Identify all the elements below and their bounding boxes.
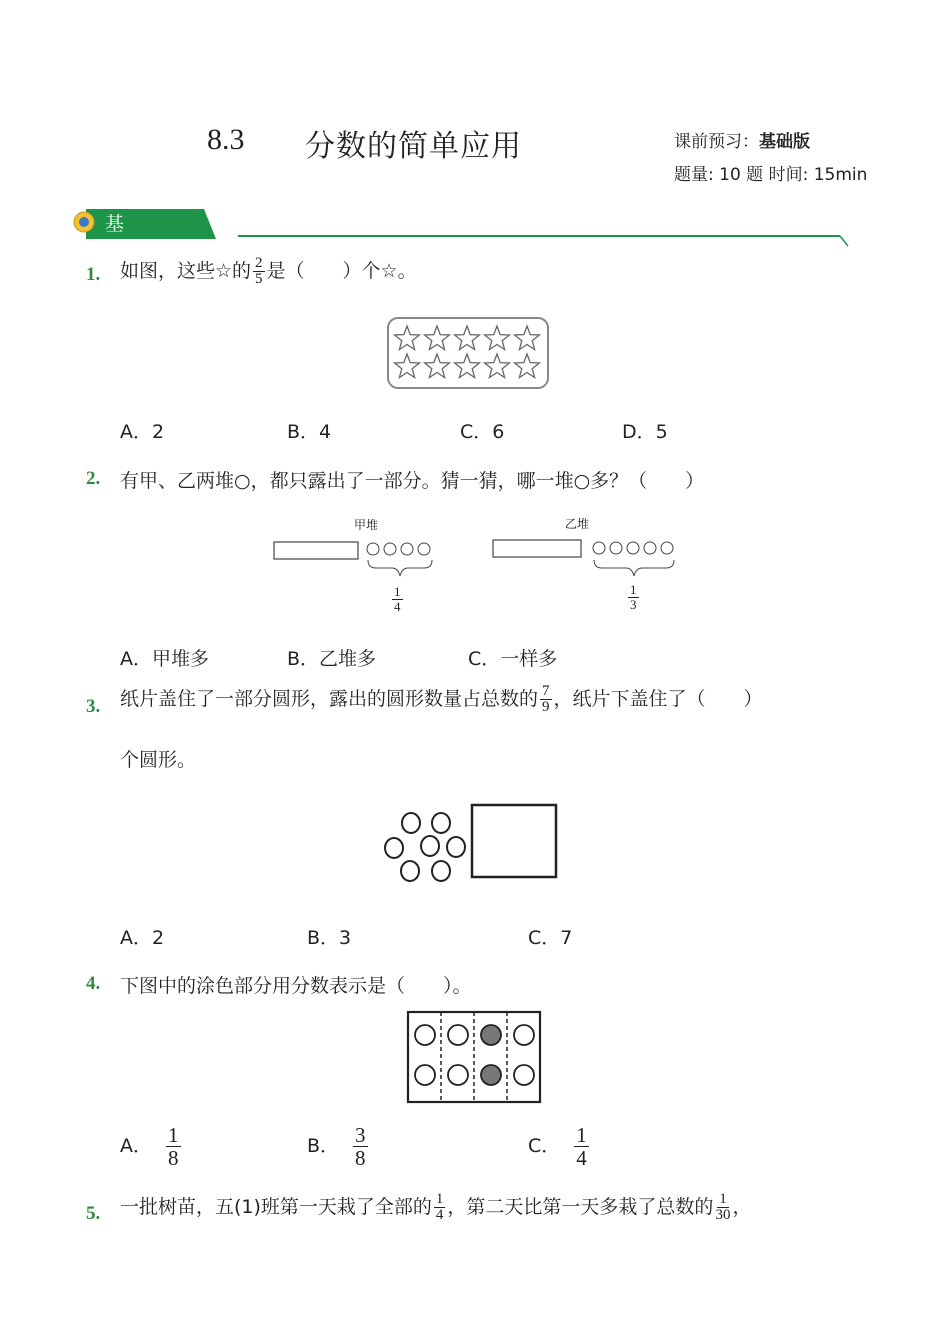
q5-frac1-num: 1 [435, 1191, 444, 1207]
q2-option-b[interactable]: B．乙堆多 [287, 648, 377, 670]
q4-option-a[interactable] [120, 1124, 183, 1169]
q4-number: 4. [86, 973, 101, 994]
q1-option-d[interactable]: D．5 [622, 421, 668, 443]
q3-option-c[interactable]: C．7 [528, 927, 573, 949]
star-icon [395, 326, 420, 350]
q5-fraction-2 [715, 1192, 730, 1223]
q1-fraction [253, 256, 265, 287]
q2-frac-b-den: 3 [630, 597, 637, 612]
q3-option-a[interactable]: A．2 [120, 927, 165, 949]
q4-a-num: 1 [168, 1123, 179, 1147]
q4-text: 下图中的涂色部分用分数表示是（ ）。 [120, 975, 472, 997]
page-title: 分数的简单应用 [305, 129, 522, 164]
q5-frac2-den: 30 [715, 1207, 731, 1223]
q5-text [120, 1192, 751, 1223]
q3-text-after: ，纸片下盖住了（ ） [553, 688, 763, 710]
q1-option-b[interactable]: B．4 [287, 421, 332, 443]
q4-option-a-fraction [166, 1124, 181, 1169]
q2-number: 2. [86, 468, 101, 489]
star-icon [455, 326, 480, 350]
q4-option-b-fraction [353, 1124, 368, 1169]
section-title: 基础达标 [105, 213, 125, 325]
q4-option-c-fraction [574, 1124, 589, 1169]
q4-option-c-label: C． [528, 1135, 561, 1157]
q1-text-after: 是（ ）个☆。 [266, 260, 417, 282]
q2-figure-graphic [268, 512, 688, 627]
q4-b-num: 3 [355, 1123, 366, 1147]
q5-number: 5. [86, 1203, 101, 1224]
q3-text-line2: 个圆形。 [120, 749, 197, 771]
q1-text [120, 256, 417, 287]
q4-c-num: 1 [576, 1123, 587, 1147]
star-icon [455, 354, 480, 378]
star-icon [425, 354, 450, 378]
meta-prefix: 课前预习： [674, 132, 759, 152]
q2-option-a[interactable]: A．甲堆多 [120, 648, 209, 670]
q3-frac-den: 9 [542, 699, 550, 715]
q1-frac-den: 5 [255, 271, 263, 287]
q2-label-jia: 甲堆 [354, 518, 379, 532]
star-icon [515, 326, 540, 350]
q3-frac-num: 7 [542, 683, 550, 699]
q4-a-den: 8 [168, 1146, 179, 1170]
q5-text-mid: ，第二天比第一天多栽了总数的 [447, 1196, 714, 1218]
lesson-number: 8.3 [207, 123, 245, 156]
q2-figure [268, 512, 688, 627]
q4-option-b[interactable] [307, 1124, 370, 1169]
q4-option-c[interactable] [528, 1124, 591, 1169]
q2-frac-b-num: 1 [630, 582, 637, 597]
star-icon [485, 354, 510, 378]
q2-label-yi: 乙堆 [565, 517, 590, 531]
q4-option-a-label: A． [120, 1135, 152, 1157]
q5-frac1-den: 4 [435, 1207, 444, 1223]
q3-text-before: 纸片盖住了一部分圆形，露出的圆形数量占总数的 [120, 688, 539, 710]
meta-edition: 基础版 [759, 132, 810, 152]
meta-line-2: 题量: 10 题 时间: 15min [674, 165, 868, 185]
q1-option-c[interactable]: C．6 [460, 421, 505, 443]
q4-b-den: 8 [355, 1146, 366, 1170]
q5-fraction-1 [434, 1192, 446, 1223]
star-icon [395, 354, 420, 378]
q5-text-after: ， [732, 1196, 752, 1218]
q1-option-a[interactable]: A．2 [120, 421, 165, 443]
q5-frac2-num: 1 [719, 1191, 727, 1207]
q1-star-figure [386, 316, 550, 390]
star-icon [485, 326, 510, 350]
q3-text [120, 684, 763, 715]
q3-number: 3. [86, 696, 101, 717]
q5-text-before: 一批树苗，五(1)班第一天栽了全部的 [120, 1196, 432, 1218]
q2-option-c[interactable]: C．一样多 [468, 648, 558, 670]
q1-text-before: 如图，这些☆的 [120, 260, 252, 282]
q2-fraction-b [628, 583, 639, 612]
q3-fraction [540, 684, 552, 715]
star-icon [515, 354, 540, 378]
star-icon [425, 326, 450, 350]
q3-option-b[interactable]: B．3 [307, 927, 352, 949]
meta-line-1 [674, 127, 810, 152]
section-banner-graphic [72, 206, 862, 248]
q2-frac-a-den: 4 [394, 599, 401, 614]
q1-frac-num: 2 [255, 255, 263, 271]
q4-option-b-label: B． [307, 1135, 340, 1157]
q2-frac-a-num: 1 [394, 584, 401, 599]
q1-number: 1. [86, 264, 101, 285]
q4-c-den: 4 [576, 1146, 587, 1170]
q2-fraction-a [392, 585, 403, 614]
q2-text: 有甲、乙两堆○，都只露出了一部分。猜一猜，哪一堆○多？（ ） [120, 470, 705, 492]
q3-figure [380, 800, 560, 888]
q4-figure [406, 1010, 542, 1104]
